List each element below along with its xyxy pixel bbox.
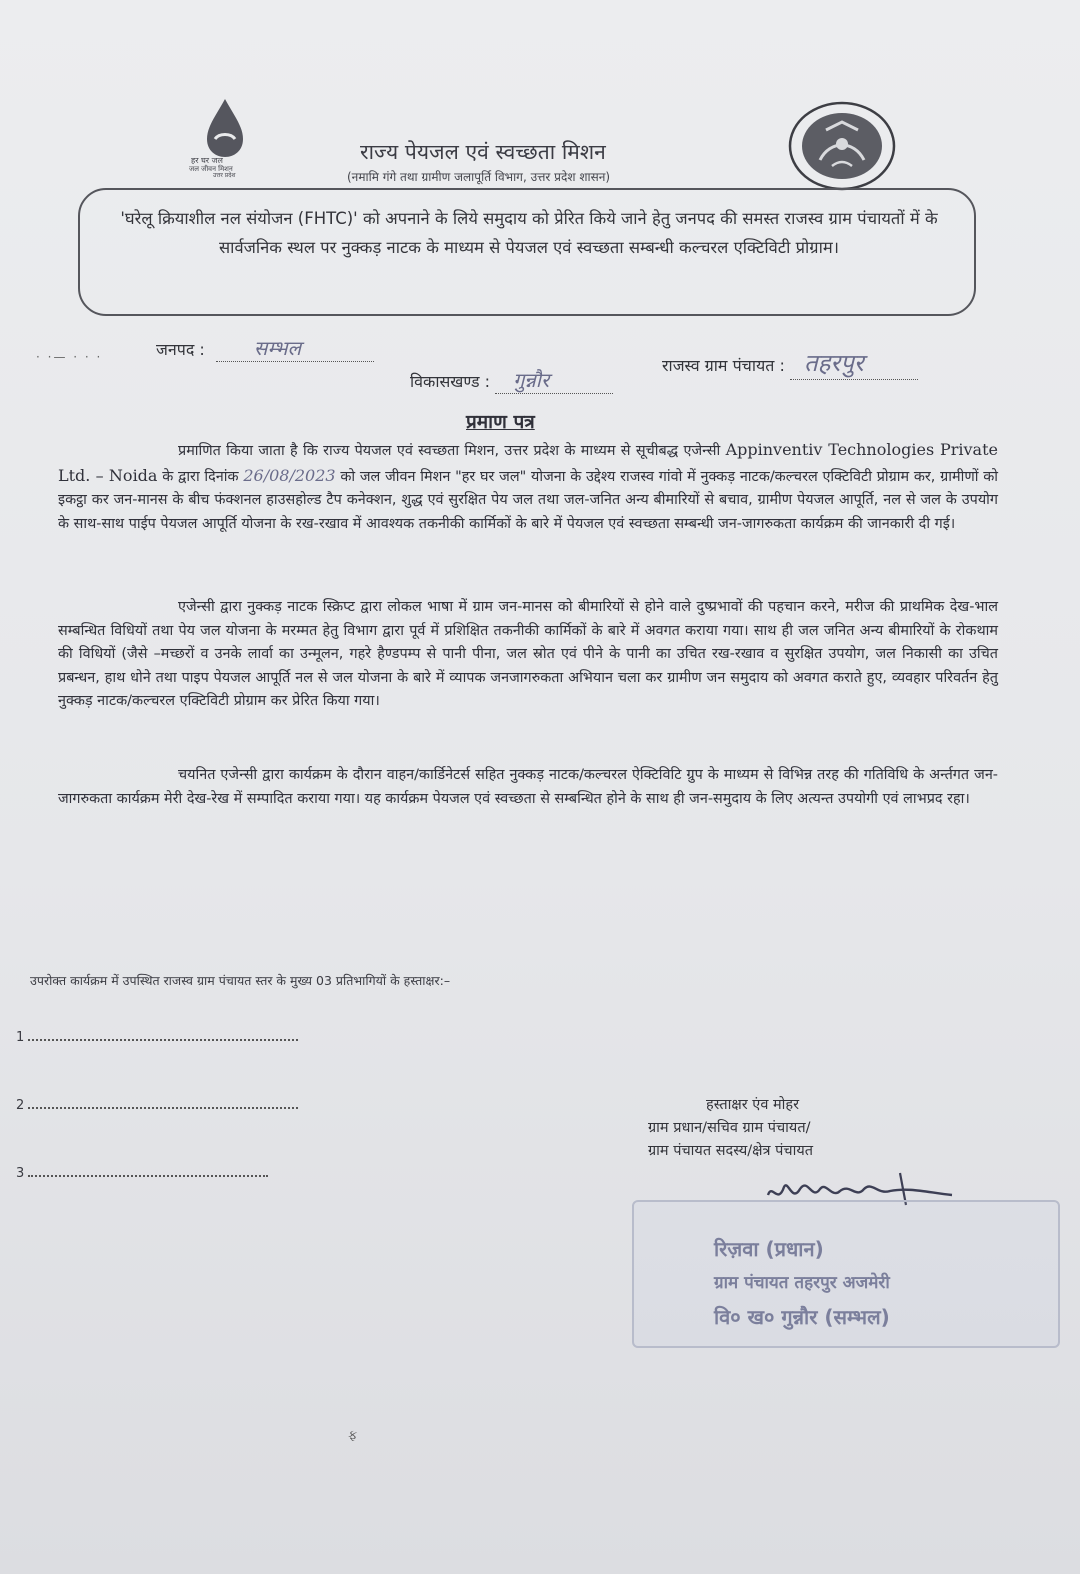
panchayat-value: तहरपुर [803,349,864,377]
paragraph-certification [58,438,998,536]
stamp-panchayat: ग्राम पंचायत तहरपुर अजमेरी [714,1273,890,1293]
p1-date-label: के द्वारा दिनांक [162,468,239,485]
participant-signature-note: उपरोक्त कार्यक्रम में उपस्थित राजस्व ग्राम पंचायत स्तर के मुख्य 03 प्रतिभागियों के हस्ताक्षर:– [30,973,451,988]
district-value: सम्भल [253,336,302,360]
panchayat-label: राजस्व ग्राम पंचायत : [662,356,785,375]
stamp-name: रिज़वा (प्रधान) [714,1237,824,1261]
district-label: जनपद : [156,340,205,359]
district-field [156,334,374,362]
program-banner [78,188,976,316]
svg-text:जल जीवन मिशन: जल जीवन मिशन [189,165,233,173]
stamp-block: वि० ख० गुन्नौर (सम्भल) [714,1305,890,1329]
block-value: गुन्नौर [513,368,550,392]
program-date: 26/08/2023 [243,465,336,485]
har-ghar-jal-logo [185,95,280,179]
p2-body: एजेन्सी द्वारा नुक्कड़ नाटक स्क्रिप्ट द्वारा लोकल भाषा में ग्राम जन-मानस को बीमारियों से होने वाले दुष्प्रभावों की पहचान करने, मरीज की प्राथमिक देख-भाल सम्बन्धित विधियों तथा पेय जल योजना के मरम्मत हेतु विभाग द्वारा पूर्व में प्रशिक्षित तकनीकी कार्मिकों के बारे में अवगत कराया गया। साथ ही जल जनित अन्य बीमारियों के रोकथाम की विधियों (जैसे –मच्छरों व उनके लार्वा का उन्मूलन, गहरे हैण्डपम्प से पानी पीना, जल स्रोत एवं पीने के पानी का उचित रख-रखाव व सुरक्षित उपयोग, जल निकासी का उचित प्रबन्धन, हाथ धोने तथा पाइप पेयजल आपूर्ति नल से जल योजना के बारे में व्यापक जनजागरुकता अभियान चला कर ग्रामीण जन समुदाय को अवगत कराते हुए, व्यवहार परिवर्तन हेतु नुक्कड़ नाटक/कल्चरल एक्टिविटी प्रोग्राम कर प्रेरित किया गया। [58,599,998,709]
seal-role-line-2: ग्राम पंचायत सदस्य/क्षेत्र पंचायत [648,1143,814,1159]
p3-body: चयनित एजेन्सी द्वारा कार्यक्रम के दौरान वाहन/कार्डिनेटर्स सहित नुक्कड़ नाटक/कल्चरल ऐक्टिविटि ग्रुप के माध्यम से विभिन्न तरह की गतिविधि के अर्न्तगत जन-जागरुकता कार्यक्रम मेरी देख-रेख में सम्पादित कराया गया। यह कार्यक्रम पेयजल एवं स्वच्छता से सम्बन्धित होने के साथ ही जन-समुदाय के लिए अत्यन्त उपयोगी एवं लाभप्रद रहा। [58,767,998,807]
up-government-emblem [786,100,898,192]
page-title: राज्य पेयजल एवं स्वच्छता मिशन [360,140,606,164]
block-label: विकासखण्ड : [410,372,491,391]
signature-line-2: 2 [16,1098,298,1113]
signature-line-3: 3 [16,1166,268,1181]
svg-text:हर घर जल: हर घर जल [191,156,223,165]
certificate-title: प्रमाण पत्र [466,411,535,433]
panchayat-field [662,346,918,380]
water-drop-icon [185,95,280,179]
block-field [410,366,613,394]
district-value-line [216,334,374,362]
signature-seal-block [648,1094,958,1163]
page-mark: ફ [348,1428,358,1443]
p1-body: को जल जीवन मिशन "हर घर जल" योजना के उद्देश्य राजस्व गांवो में नुक्कड़ नाटक/कल्चरल एक्टिविटी प्रोग्राम कर, ग्रामीणों को इकट्ठा कर जन-मानस के बीच फंक्शनल हाउसहोल्ड टैप कनेक्शन, शुद्ध एवं सुरक्षित पेय जल तथा जल-जनित अन्य बीमारियों से बचाव, ग्रामीण पेयजल आपूर्ति, नल से जल के उपयोग के साथ-साथ पाईप पेयजल आपूर्ति योजना के रख-रखाव में आवश्यक तकनीकी कार्मिकों के बारे में पेयजल एवं स्वच्छता सम्बन्धी जन-जागरुकता कार्यक्रम की जानकारी दी गई। [58,468,998,532]
banner-text: 'घरेलू क्रियाशील नल संयोजन (FHTC)' को अपनाने के लिये समुदाय को प्रेरित किये जाने हेतु जनपद की समस्त राजस्व ग्राम पंचायतों में के सार्वजनिक स्थल पर नुक्कड़ नाटक के माध्यम से पेयजल एवं स्वच्छता सम्बन्धी कल्चरल एक्टिविटी प्रोग्राम। [120,209,938,257]
signature-line-1: 1 [16,1030,298,1045]
paragraph-agency-activities [58,596,998,714]
paragraph-conclusion [58,764,998,811]
seal-heading: हस्ताक्षर एंव मोहर [706,1097,800,1113]
block-value-line [495,366,613,394]
seal-role-line-1: ग्राम प्रधान/सचिव ग्राम पंचायत/ [648,1120,811,1136]
margin-marks: · ·— · · · [36,350,103,364]
agency-name: Appinventiv Technologies Private Ltd. – Noida [58,440,998,485]
page-subtitle: (नमामि गंगे तथा ग्रामीण जलापूर्ति विभाग, उत्तर प्रदेश शासन) [347,170,611,184]
panchayat-value-line [790,346,918,380]
svg-text:उत्तर प्रदेश: उत्तर प्रदेश [213,172,236,179]
official-stamp [632,1200,1060,1348]
state-emblem-icon [786,100,898,192]
p1-intro: प्रमाणित किया जाता है कि राज्य पेयजल एवं स्वच्छता मिशन, उत्तर प्रदेश के माध्यम से सूचीबद्ध एजेन्सी [178,443,721,459]
